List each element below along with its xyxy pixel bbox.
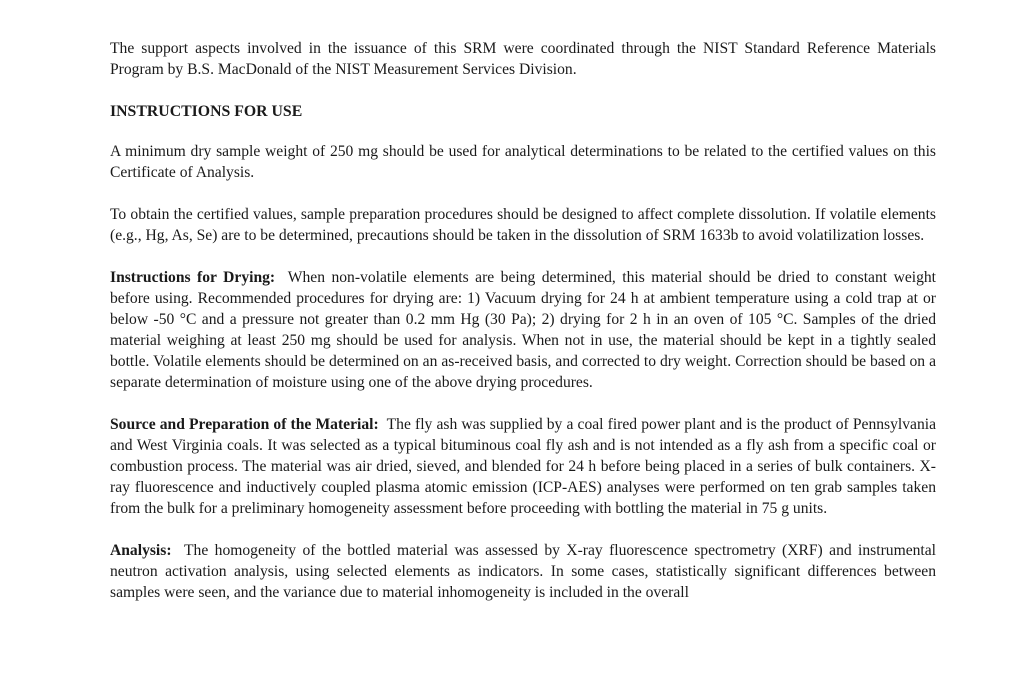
analysis-text: The homogeneity of the bottled material was assessed by X-ray fluorescence spectrometry (XRF) and instrumental neutron activation analysis, using selected elements as indicators. In some cases, statistically significant differences between samples were seen, and the variance due to material inhomogeneity is included in the overall <box>110 542 936 601</box>
drying-heading: Instructions for Drying: <box>110 269 276 286</box>
source-heading: Source and Preparation of the Material: <box>110 416 379 433</box>
drying-text: When non-volatile elements are being determined, this material should be dried to constant weight before using. Recommended procedures for drying are: 1) Vacuum drying for 24 h at ambient temperature using a cold trap at or below -50 °C and a pressure not greater than 0.2 mm Hg (30 Pa); 2) drying for 2 h in an oven of 105 °C. Samples of the dried material weighing at least 250 mg should be used for analysis. When not in use, the material should be kept in a tightly sealed bottle. Volatile elements should be determined on an as-received basis, and corrected to dry weight. Correction should be based on a separate determination of moisture using one of the above drying procedures. <box>110 269 937 391</box>
analysis-heading: Analysis: <box>110 542 172 559</box>
dissolution-paragraph: To obtain the certified values, sample preparation procedures should be designed to affect complete dissolution. If volatile elements (e.g., Hg, As, Se) are to be determined, precautions should be taken in the dissolution of SRM 1633b to avoid volatilization losses. <box>110 206 936 244</box>
drying-paragraph <box>110 267 936 393</box>
intro-paragraph: The support aspects involved in the issuance of this SRM were coordinated through the NIST Standard Reference Materials Program by B.S. MacDonald of the NIST Measurement Services Division. <box>110 40 936 78</box>
analysis-paragraph <box>110 540 936 603</box>
section-heading: INSTRUCTIONS FOR USE <box>110 103 303 120</box>
document-page <box>110 38 936 603</box>
min-weight-paragraph: A minimum dry sample weight of 250 mg should be used for analytical determinations to be related to the certified values on this Certificate of Analysis. <box>110 143 936 181</box>
source-text: The fly ash was supplied by a coal fired power plant and is the product of Pennsylvania and West Virginia coals. It was selected as a typical bituminous coal fly ash and is not intended as a fly ash from a specific coal or combustion process. The material was air dried, sieved, and blended for 24 h before being placed in a series of bulk containers. X-ray fluorescence and inductively coupled plasma atomic emission (ICP-AES) analyses were performed on ten grab samples taken from the bulk for a preliminary homogeneity assessment before proceeding with bottling the material in 75 g units. <box>110 416 936 517</box>
source-paragraph <box>110 414 936 519</box>
